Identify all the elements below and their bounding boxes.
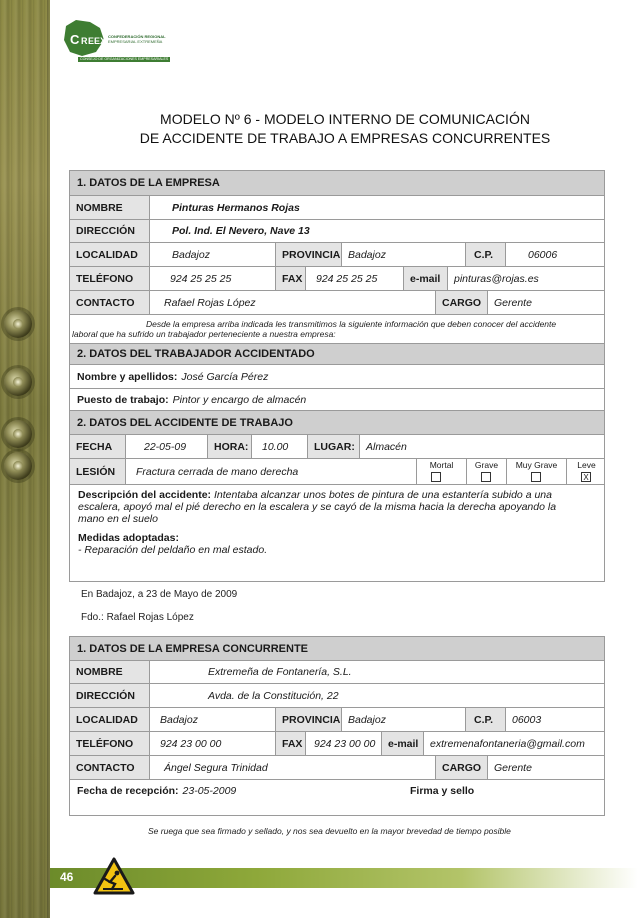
label-contacto: CONTACTO [70, 291, 150, 314]
bolt-icon [4, 420, 32, 448]
label-localidad-2: LOCALIDAD [70, 708, 150, 731]
value-email-2: extremenafontaneria@gmail.com [430, 737, 585, 750]
label-fax-2: FAX [276, 732, 306, 755]
label-provincia-2: PROVINCIA [276, 708, 342, 731]
label-nombre-2: NOMBRE [70, 661, 150, 683]
form-empresa [69, 170, 605, 582]
row-contacto-2 [70, 756, 604, 780]
option-muy-grave[interactable]: Muy Grave [506, 459, 566, 484]
creex-emblem-icon [60, 18, 108, 58]
checkbox-muy-grave[interactable] [531, 472, 541, 482]
label-localidad: LOCALIDAD [70, 243, 150, 266]
page-number: 46 [60, 870, 74, 884]
row-nombre [70, 196, 604, 220]
value-fax: 924 25 25 25 [306, 267, 404, 290]
row-direccion [70, 220, 604, 243]
label-email: e-mail [404, 267, 448, 290]
section-header-accidente: 2. DATOS DEL ACCIDENTE DE TRABAJO [70, 411, 604, 435]
row-telefono [70, 267, 604, 291]
value-recepcion: 23-05-2009 [182, 785, 237, 797]
value-nombre: Pinturas Hermanos Rojas [172, 201, 300, 214]
svg-text:EEX: EEX [88, 36, 107, 46]
value-fax-2: 924 23 00 00 [306, 732, 382, 755]
row-recepcion: Fecha de recepción: 23-05-2009 Firma y sello [77, 785, 475, 797]
option-grave[interactable]: Grave [466, 459, 506, 484]
bolt-icon [4, 310, 32, 338]
checkbox-grave[interactable] [481, 472, 491, 482]
value-nombre-2: Extremeña de Fontanería, S.L. [208, 666, 352, 678]
row-localidad [70, 243, 604, 267]
svg-text:C: C [70, 32, 80, 47]
row-nombre-2 [70, 661, 604, 684]
page-title [60, 110, 630, 148]
value-telefono: 924 25 25 25 [150, 267, 276, 290]
value-provincia-2: Badajoz [342, 708, 466, 731]
label-cp: C.P. [466, 243, 506, 266]
value-direccion: Pol. Ind. El Nevero, Nave 13 [172, 225, 310, 237]
label-lesion: LESIÓN [70, 459, 126, 484]
label-cp-2: C.P. [466, 708, 506, 731]
wood-sidebar [0, 0, 50, 918]
label-nombre: NOMBRE [70, 196, 150, 219]
footer-bar [50, 868, 638, 888]
row-fecha [70, 435, 604, 459]
label-fax: FAX [276, 267, 306, 290]
title-line2: DE ACCIDENTE DE TRABAJO A EMPRESAS CONCURRENTES [139, 130, 551, 146]
value-hora: 10.00 [252, 435, 308, 458]
label-direccion-2: DIRECCIÓN [70, 684, 150, 707]
value-cargo-2: Gerente [494, 761, 532, 774]
value-fecha: 22-05-09 [126, 435, 208, 458]
value-medidas: - Reparación del peldaño en mal estado. [78, 544, 268, 556]
checkbox-leve[interactable]: X [581, 472, 591, 482]
row-puesto: Puesto de trabajo: Pintor y encargo de almacén [70, 389, 604, 411]
value-cargo: Gerente [494, 296, 532, 309]
signed-by: Fdo.: Rafael Rojas López [81, 612, 194, 623]
value-direccion-2: Avda. de la Constitución, 22 [208, 689, 339, 702]
creex-logo [60, 18, 170, 62]
label-fecha: FECHA [70, 435, 126, 458]
place-date: En Badajoz, a 23 de Mayo de 2009 [81, 589, 238, 600]
label-medidas: Medidas adoptadas: [78, 532, 179, 544]
checkbox-mortal[interactable] [431, 472, 441, 482]
bolt-icon [4, 452, 32, 480]
row-lesion [70, 459, 604, 485]
section-header-concurrente: 1. DATOS DE LA EMPRESA CONCURRENTE [70, 637, 604, 661]
value-puesto: Pintor y encargo de almacén [172, 393, 307, 406]
form-empresa-concurrente [69, 636, 605, 816]
value-contacto-2: Ángel Segura Trinidad [150, 756, 436, 779]
label-direccion: DIRECCIÓN [70, 220, 150, 242]
logo-bar: CONSEJO DE ORGANIZACIONES EMPRESARIALES [80, 57, 169, 61]
row-direccion-2 [70, 684, 604, 708]
firma-sello: Firma y sello [410, 785, 475, 797]
value-lugar: Almacén [366, 440, 407, 453]
label-lugar: LUGAR: [308, 435, 360, 458]
logo-line1: CONFEDERACIÓN REGIONAL [108, 34, 166, 39]
value-provincia: Badajoz [342, 243, 466, 266]
svg-text:R: R [81, 36, 88, 46]
option-leve[interactable]: Leve X [566, 459, 606, 484]
value-nombre-apellidos: José García Pérez [181, 370, 269, 383]
row-localidad-2 [70, 708, 604, 732]
label-hora: HORA: [208, 435, 252, 458]
title-line1: MODELO Nº 6 - MODELO INTERNO DE COMUNICACIÓN [160, 111, 530, 127]
section-header-trabajador: 2. DATOS DEL TRABAJADOR ACCIDENTADO [70, 343, 604, 365]
warning-fall-icon [93, 857, 135, 895]
value-lesion: Fractura cerrada de mano derecha [136, 465, 299, 478]
value-email: pinturas@rojas.es [454, 272, 539, 285]
value-localidad-2: Badajoz [150, 708, 276, 731]
section-header-empresa: 1. DATOS DE LA EMPRESA [70, 171, 604, 196]
label-telefono: TELÉFONO [70, 267, 150, 290]
label-cargo-2: CARGO [436, 756, 488, 779]
descripcion-accidente: Descripción del accidente: Intentaba alcanzar unos botes de pintura de una estantería subido a una escalera, apoyó mal el pié derecho en la escalera y se cayó de la misma hacia la derecha apoyando la mano en el suelo Medidas adoptadas: - Reparación del peldaño en mal estado. [78, 489, 557, 556]
label-provincia: PROVINCIA [276, 243, 342, 266]
option-mortal[interactable]: Mortal [416, 459, 466, 484]
row-nombre-apellidos: Nombre y apellidos: José García Pérez [70, 365, 604, 389]
value-cp: 06006 [528, 248, 558, 261]
label-telefono-2: TELÉFONO [70, 732, 150, 755]
transmission-note: Desde la empresa arriba indicada les transmitimos la siguiente información que deben conocer del accidente laboral que ha sufrido un trabajador perteneciente a nuestra empresa: [72, 319, 557, 339]
row-telefono-2 [70, 732, 604, 756]
footer-note: Se ruega que sea firmado y sellado, y nos sea devuelto en la mayor brevedad de tiempo posible [148, 826, 511, 836]
label-email-2: e-mail [382, 732, 424, 755]
bolt-icon [4, 368, 32, 396]
value-localidad: Badajoz [150, 243, 276, 266]
label-contacto-2: CONTACTO [70, 756, 150, 779]
value-contacto: Rafael Rojas López [150, 291, 436, 314]
row-contacto [70, 291, 604, 315]
value-cp-2: 06003 [512, 713, 542, 726]
logo-line2: EMPRESARIAL EXTREMEÑA [108, 39, 163, 44]
label-cargo: CARGO [436, 291, 488, 314]
value-telefono-2: 924 23 00 00 [150, 732, 276, 755]
